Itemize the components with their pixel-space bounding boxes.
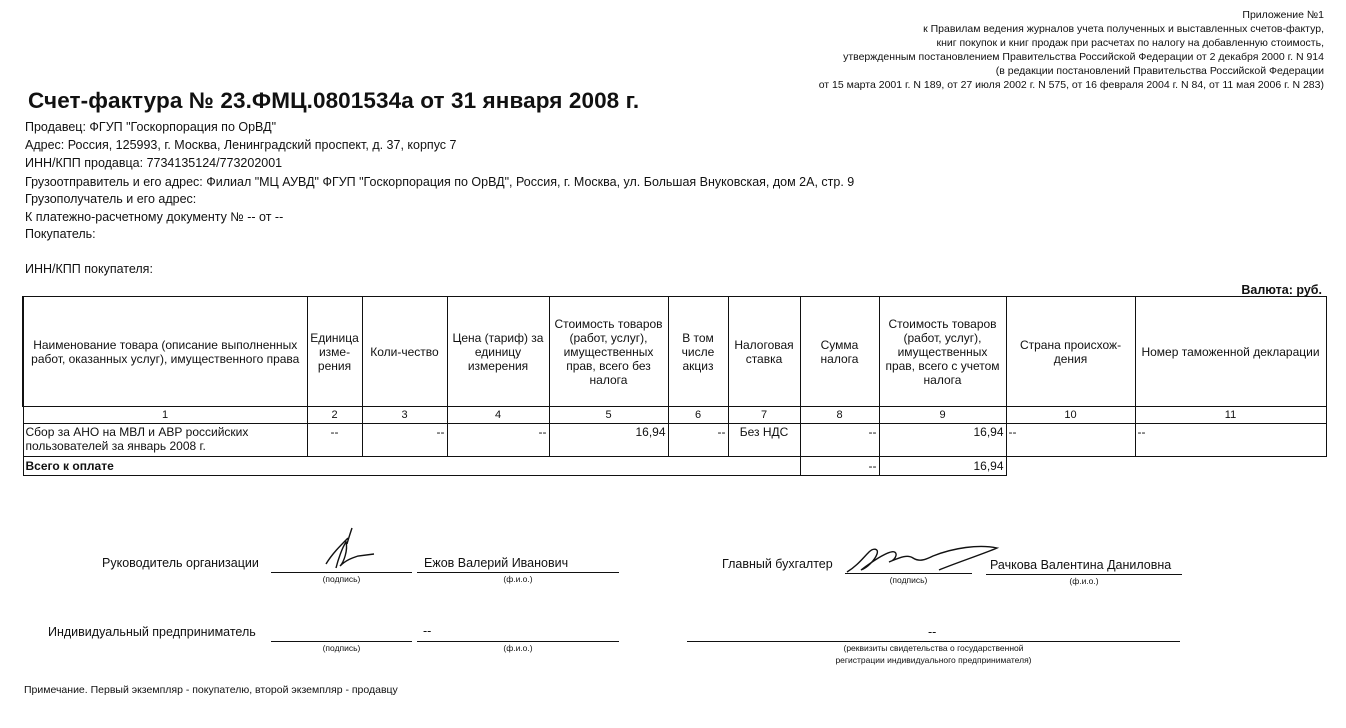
buyer: Покупатель: [25,227,96,241]
seller-address: Адрес: Россия, 125993, г. Москва, Ленинградский проспект, д. 37, корпус 7 [25,138,457,152]
fio-caption: (ф.и.о.) [503,643,533,653]
seller-inn: ИНН/КПП продавца: 7734135124/773202001 [25,156,283,170]
column-number: 10 [1006,407,1135,424]
accountant-signature-icon [843,540,1003,578]
appendix-reference [724,8,1324,92]
header-cell: Стоимость товаров (работ, услуг), имущественных прав, всего с учетом налога [879,297,1006,407]
table-header-row [23,297,1326,407]
header-cell: В том числе акциз [668,297,728,407]
column-number: 6 [668,407,728,424]
registration-line [687,641,1180,642]
seller: Продавец: ФГУП "Госкорпорация по ОрВД" [25,120,277,134]
header-cell: Наименование товара (описание выполненных работ, оказанных услуг), имущественного права [23,297,307,407]
entrepreneur-name: -- [423,624,432,638]
header-cell: Сумма налога [800,297,879,407]
appendix-line: от 15 марта 2001 г. N 189, от 27 июля 2002 г. N 575, от 16 февраля 2004 г. N 84, от 11 мая 2006 г. N 283) [818,79,1324,91]
empty-cell [1006,457,1135,476]
column-number: 2 [307,407,362,424]
header-cell: Стоимость товаров (работ, услуг), имущественных прав, всего без налога [549,297,668,407]
item-tax-sum: -- [800,424,879,457]
column-number: 9 [879,407,1006,424]
appendix-line: утвержденным постановлением Правительства Российской Федерации от 2 декабря 2000 г. N 914 [843,51,1324,63]
column-number: 3 [362,407,447,424]
column-number: 11 [1135,407,1326,424]
item-declaration: -- [1135,424,1326,457]
total-label: Всего к оплате [23,457,800,476]
registration-caption: регистрации индивидуального предпринимателя) [835,655,1032,665]
header-cell: Налоговая ставка [728,297,800,407]
item-excise: -- [668,424,728,457]
footnote: Примечание. Первый экземпляр - покупателю, второй экземпляр - продавцу [24,684,398,696]
column-number: 8 [800,407,879,424]
payment-document: К платежно-расчетному документу № -- от -- [25,210,284,224]
signature-caption: (подпись) [889,575,928,585]
total-cost-with-tax: 16,94 [879,457,1006,476]
item-cost-no-tax: 16,94 [549,424,668,457]
signature-caption: (подпись) [322,574,361,584]
signature-caption: (подпись) [322,643,361,653]
empty-cell [1135,457,1326,476]
registration-value: -- [928,625,937,639]
item-unit: -- [307,424,362,457]
appendix-line: к Правилам ведения журналов учета полученных и выставленных счетов-фактур, [923,23,1324,35]
fio-caption: (ф.и.о.) [1069,576,1099,586]
appendix-line: книг покупок и книг продаж при расчетах по налогу на добавленную стоимость, [936,37,1324,49]
head-signature-icon [318,524,378,574]
currency: Валюта: руб. [1241,283,1322,297]
accountant-label: Главный бухгалтер [722,557,833,571]
entrepreneur-label: Индивидуальный предприниматель [48,625,256,639]
table-row [23,424,1326,457]
head-label: Руководитель организации [102,556,259,570]
appendix-line: Приложение №1 [1242,9,1324,21]
column-number-row [23,407,1326,424]
buyer-inn: ИНН/КПП покупателя: [25,262,153,276]
registration-caption: (реквизиты свидетельства о государственной [843,643,1024,653]
accountant-name: Рачкова Валентина Даниловна [990,558,1172,572]
head-name: Ежов Валерий Иванович [424,556,569,570]
accountant-name-line [986,574,1182,575]
item-cost-with-tax: 16,94 [879,424,1006,457]
total-tax-sum: -- [800,457,879,476]
header-cell: Единица изме-рения [307,297,362,407]
column-number: 5 [549,407,668,424]
invoice-table [22,296,1327,476]
consignee: Грузополучатель и его адрес: [25,192,197,206]
item-price: -- [447,424,549,457]
column-number: 4 [447,407,549,424]
header-cell: Коли-чество [362,297,447,407]
entrepreneur-signature-line [271,641,412,642]
column-number: 7 [728,407,800,424]
item-qty: -- [362,424,447,457]
header-cell: Номер таможенной декларации [1135,297,1326,407]
column-number: 1 [23,407,307,424]
item-country: -- [1006,424,1135,457]
shipper: Грузоотправитель и его адрес: Филиал "МЦ АУВД" ФГУП "Госкорпорация по ОрВД", Россия, г. Москва, ул. Большая Внуковская, дом 2А, стр. 9 [25,175,855,189]
item-tax-rate: Без НДС [728,424,800,457]
entrepreneur-name-line [417,641,619,642]
total-row [23,457,1326,476]
header-cell: Цена (тариф) за единицу измерения [447,297,549,407]
head-name-line [417,572,619,573]
invoice-title: Счет-фактура № 23.ФМЦ.0801534а от 31 января 2008 г. [28,88,640,113]
item-name: Сбор за АНО на МВЛ и АВР российских пользователей за январь 2008 г. [23,424,307,457]
header-cell: Страна происхож-дения [1006,297,1135,407]
fio-caption: (ф.и.о.) [503,574,533,584]
appendix-line: (в редакции постановлений Правительства Российской Федерации [995,65,1324,77]
